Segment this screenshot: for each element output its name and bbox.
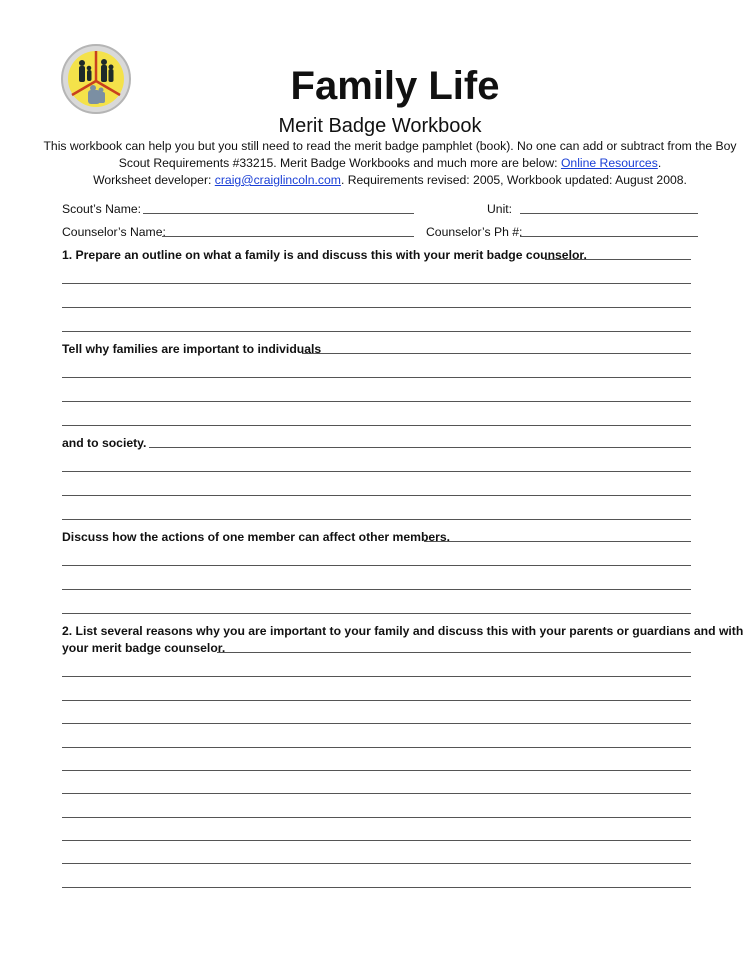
question-2-continued: your merit badge counselor. — [62, 641, 226, 655]
q2-answer-line[interactable] — [62, 817, 691, 818]
q2-answer-line[interactable] — [62, 887, 691, 888]
counselor-name-label: Counselor’s Name: — [62, 225, 166, 239]
q2-answer-line[interactable] — [62, 723, 691, 724]
individuals-answer-inline[interactable] — [302, 353, 691, 354]
counselor-name-field[interactable] — [162, 236, 414, 237]
counselor-phone-label: Counselor’s Ph #: — [426, 225, 523, 239]
intro-line-3-text: Worksheet developer: — [93, 173, 215, 187]
q2-answer-line[interactable] — [62, 770, 691, 771]
q2-answer-line[interactable] — [62, 863, 691, 864]
online-resources-link[interactable]: Online Resources — [560, 156, 658, 170]
q2-answer-line[interactable] — [62, 793, 691, 794]
discuss-answer-line[interactable] — [62, 589, 691, 590]
page-title: Family Life — [290, 64, 500, 108]
society-answer-inline[interactable] — [149, 447, 691, 448]
q1-answer-line[interactable] — [62, 283, 691, 284]
intro-line-3 — [40, 172, 740, 189]
unit-label: Unit: — [487, 202, 513, 216]
society-answer-line[interactable] — [62, 471, 691, 472]
page-subtitle: Merit Badge Workbook — [278, 115, 482, 137]
individuals-answer-line[interactable] — [62, 377, 691, 378]
question-1-society: and to society. — [62, 436, 147, 450]
q1-answer-inline[interactable] — [545, 259, 691, 260]
intro-line-3-end: . Requirements revised: 2005, Workbook updated: August 2008. — [340, 173, 687, 187]
intro-line-1: This workbook can help you but you still need to read the merit badge pamphlet (book). No one can add or subtract from the Boy — [43, 139, 737, 153]
society-answer-line[interactable] — [62, 519, 691, 520]
scout-name-field[interactable] — [143, 213, 414, 214]
scout-name-label: Scout’s Name: — [62, 202, 142, 216]
intro-text — [40, 138, 740, 189]
q2-answer-line[interactable] — [62, 747, 691, 748]
q2-answer-inline[interactable] — [217, 652, 691, 653]
unit-field[interactable] — [520, 213, 698, 214]
discuss-answer-line[interactable] — [62, 613, 691, 614]
q2-answer-line[interactable] — [62, 840, 691, 841]
intro-line-2-text: Scout Requirements #33215. Merit Badge Workbooks and much more are below: — [118, 156, 561, 170]
question-2: 2. List several reasons why you are important to your family and discuss this with your parents or guardians and with — [62, 624, 744, 638]
intro-line-2-end: . — [657, 156, 662, 170]
q1-answer-line[interactable] — [62, 307, 691, 308]
society-answer-line[interactable] — [62, 495, 691, 496]
counselor-phone-field[interactable] — [520, 236, 698, 237]
q2-answer-line[interactable] — [62, 700, 691, 701]
question-1-individuals: Tell why families are important to individuals — [62, 342, 322, 356]
intro-line-2 — [40, 155, 740, 172]
discuss-answer-line[interactable] — [62, 565, 691, 566]
discuss-answer-inline[interactable] — [424, 541, 691, 542]
q2-answer-line[interactable] — [62, 676, 691, 677]
individuals-answer-line[interactable] — [62, 401, 691, 402]
q1-answer-line[interactable] — [62, 331, 691, 332]
question-1: 1. Prepare an outline on what a family is and discuss this with your merit badge counselor. — [62, 248, 587, 262]
developer-email-link[interactable]: craig@craiglincoln.com — [214, 173, 341, 187]
individuals-answer-line[interactable] — [62, 425, 691, 426]
question-1-discuss: Discuss how the actions of one member can affect other members. — [62, 530, 451, 544]
